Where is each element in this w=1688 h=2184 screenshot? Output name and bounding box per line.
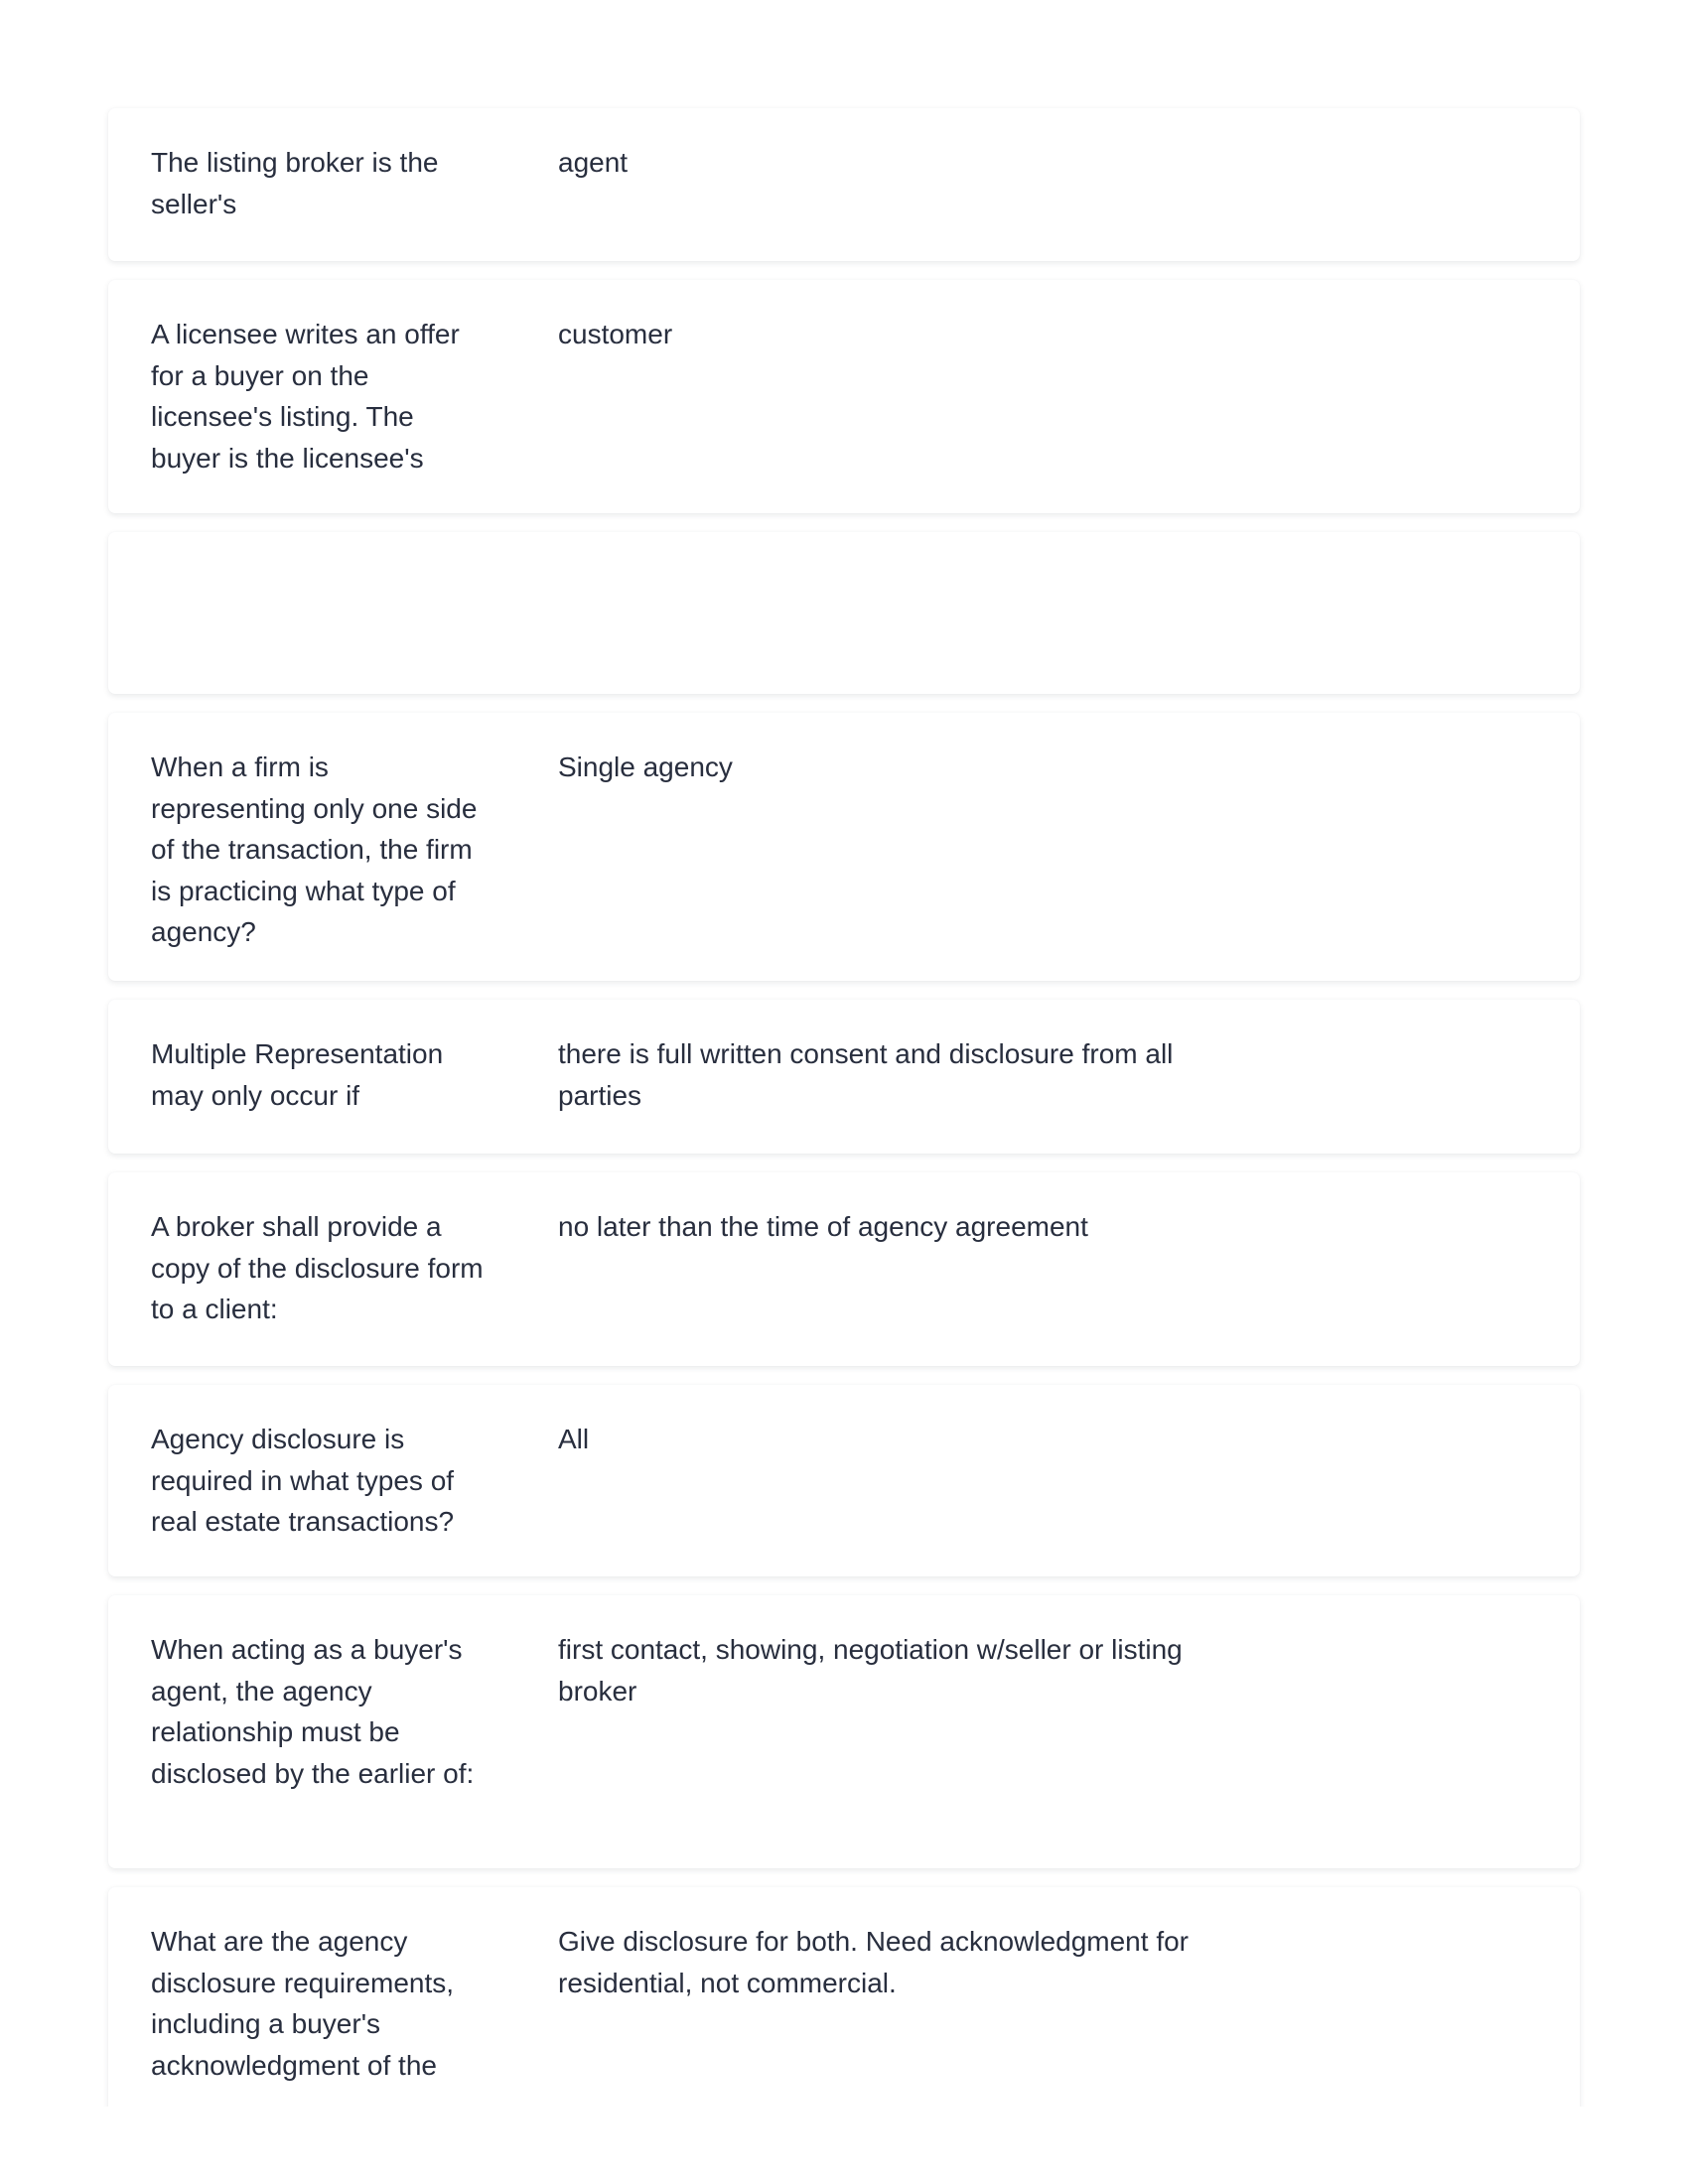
flashcard <box>108 1385 1580 1576</box>
card-definition: first contact, showing, negotiation w/seller or listing broker <box>558 1634 1183 1706</box>
card-term: When a firm is representing only one side of the transaction, the firm is practicing what type of agency? <box>151 751 478 947</box>
flashcard <box>108 280 1580 513</box>
card-term: A licensee writes an offer for a buyer on the licensee's listing. The buyer is the licensee's <box>151 319 460 474</box>
flashcard-empty <box>108 532 1580 694</box>
card-definition: agent <box>558 147 629 178</box>
card-definition: All <box>558 1424 590 1454</box>
card-definition: Give disclosure for both. Need acknowledgment for residential, not commercial. <box>558 1926 1189 1998</box>
card-term: Multiple Representation may only occur if <box>151 1038 444 1111</box>
flashcard-list <box>108 108 1580 2107</box>
card-definition: no later than the time of agency agreement <box>558 1211 1088 1242</box>
card-term: A broker shall provide a copy of the disclosure form to a client: <box>151 1211 484 1324</box>
flashcard <box>108 713 1580 981</box>
card-term: What are the agency disclosure requirements, including a buyer's acknowledgment of the <box>151 1926 455 2081</box>
flashcard-partial <box>108 1887 1580 2107</box>
card-term: When acting as a buyer's agent, the agency relationship must be disclosed by the earlier of: <box>151 1634 475 1789</box>
flashcard <box>108 1595 1580 1868</box>
flashcard <box>108 1000 1580 1154</box>
card-definition: Single agency <box>558 751 733 782</box>
card-definition: customer <box>558 319 673 349</box>
flashcard <box>108 108 1580 261</box>
flashcard <box>108 1172 1580 1366</box>
card-term: Agency disclosure is required in what types of real estate transactions? <box>151 1424 455 1537</box>
card-term: The listing broker is the seller's <box>151 147 439 219</box>
card-definition: there is full written consent and disclosure from all parties <box>558 1038 1174 1111</box>
